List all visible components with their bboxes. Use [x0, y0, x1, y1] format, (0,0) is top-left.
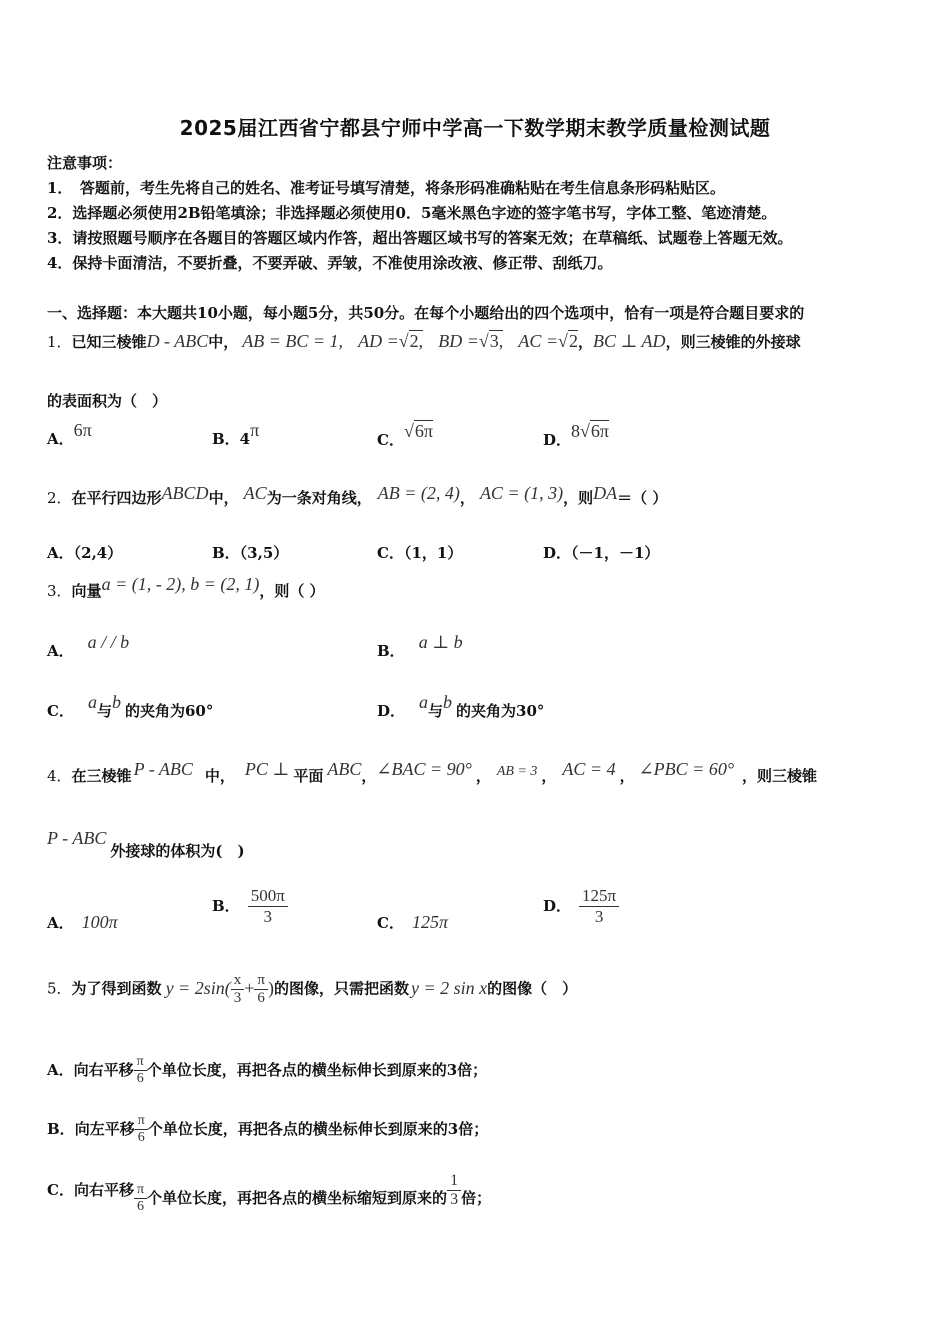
notice-item-4: 4．保持卡面清洁，不要折叠，不要弄破、弄皱，不准使用涂改液、修正带、刮纸刀。	[47, 254, 613, 272]
q2-option-c[interactable]: C．（1，1）	[377, 544, 463, 562]
section-heading: 一、选择题：本大题共10小题，每小题5分，共50分。在每个小题给出的四个选项中，恰有一项是符合题目要求的	[47, 304, 805, 322]
question-number: 2．	[47, 489, 72, 507]
q1-option-d[interactable]: D．8√6π	[543, 421, 609, 449]
q5-option-c[interactable]: C．向右平移 $\frac{\pi}{6}$ 个单位长度，再把各点的横坐标缩短到原来的 $\frac{1}{3}$ 倍；	[47, 1172, 492, 1214]
notice-item-3: 3．请按照题号顺序在各题目的答题区域内作答，超出答题区域书写的答案无效；在草稿纸、试题卷上答题无效。	[47, 229, 793, 247]
q4-option-a[interactable]: A． 100π	[47, 912, 118, 932]
question-1-line2: 的表面积为（ ）	[47, 392, 168, 410]
question-1: 1．已知三棱锥D - ABC中， AB = BC = 1, AD =√2, BD =√3, AC =√2，BC ⊥ AD，则三棱锥的外接球	[47, 331, 801, 351]
question-3: 3．向量a = (1, - 2), b = (2, 1)，则（ ）	[47, 574, 325, 600]
question-2: 2．在平行四边形ABCD中， AC为一条对角线， AB = (2, 4)， AC = (1, 3)，则DA＝（ ）	[47, 483, 668, 507]
q2-option-b[interactable]: B．（3,5）	[212, 544, 289, 562]
question-number: 1．	[47, 333, 72, 351]
q4-option-b[interactable]: B． $\frac{500\pi}{3}$	[212, 886, 288, 927]
q1-option-a[interactable]: A．6π	[47, 420, 92, 448]
page-title: 2025届江西省宁都县宁师中学高一下数学期末教学质量检测试题	[179, 116, 771, 140]
q3-option-b[interactable]: B． a ⊥ b	[377, 632, 463, 660]
q2-option-a[interactable]: A．（2,4）	[47, 544, 123, 562]
notice-heading: 注意事项：	[47, 154, 123, 172]
notice-item-1: 1． 答题前，考生先将自己的姓名、准考证号填写清楚，将条形码准确粘贴在考生信息条形码粘贴区。	[47, 179, 725, 197]
q3-option-d[interactable]: D． a与b 的夹角为30°	[377, 692, 545, 720]
question-5: 5．为了得到函数 y = 2sin( $\frac{x}{3}$ + $\frac{\pi}{6}$ )的图像，只需把函数 y = 2 sin x的图像（ ）	[47, 972, 578, 1006]
question-4: 4．在三棱锥 P - ABC 中， PC ⊥ 平面 ABC，∠BAC = 90° ， AB = 3 ， AC = 4 ， ∠PBC = 60° ，则三棱锥	[47, 759, 818, 785]
q5-option-a[interactable]: A．向右平移 $\frac{\pi}{6}$ 个单位长度，再把各点的横坐标伸长到原来的3倍；	[47, 1054, 488, 1086]
question-number: 3．	[47, 582, 72, 600]
q1-option-c[interactable]: C．√6π	[377, 421, 433, 449]
question-4-line2: P - ABC外接球的体积为( )	[47, 828, 245, 860]
q3-option-a[interactable]: A． a / / b	[47, 632, 130, 660]
question-number: 5．	[47, 979, 72, 998]
question-number: 4．	[47, 767, 72, 785]
q2-option-d[interactable]: D．（－1，－1）	[543, 544, 660, 562]
q3-option-c[interactable]: C． a与b 的夹角为60°	[47, 692, 214, 720]
notice-item-2: 2．选择题必须使用2B铅笔填涂；非选择题必须使用0．5毫米黑色字迹的签字笔书写，字体工整、笔迹清楚。	[47, 204, 777, 222]
q1-option-b[interactable]: B．4π	[212, 420, 260, 448]
q4-option-d[interactable]: D． $\frac{125\pi}{3}$	[543, 886, 619, 927]
q4-option-c[interactable]: C． 125π	[377, 912, 448, 932]
q5-option-b[interactable]: B．向左平移 $\frac{\pi}{6}$ 个单位长度，再把各点的横坐标伸长到原来的3倍；	[47, 1113, 489, 1145]
